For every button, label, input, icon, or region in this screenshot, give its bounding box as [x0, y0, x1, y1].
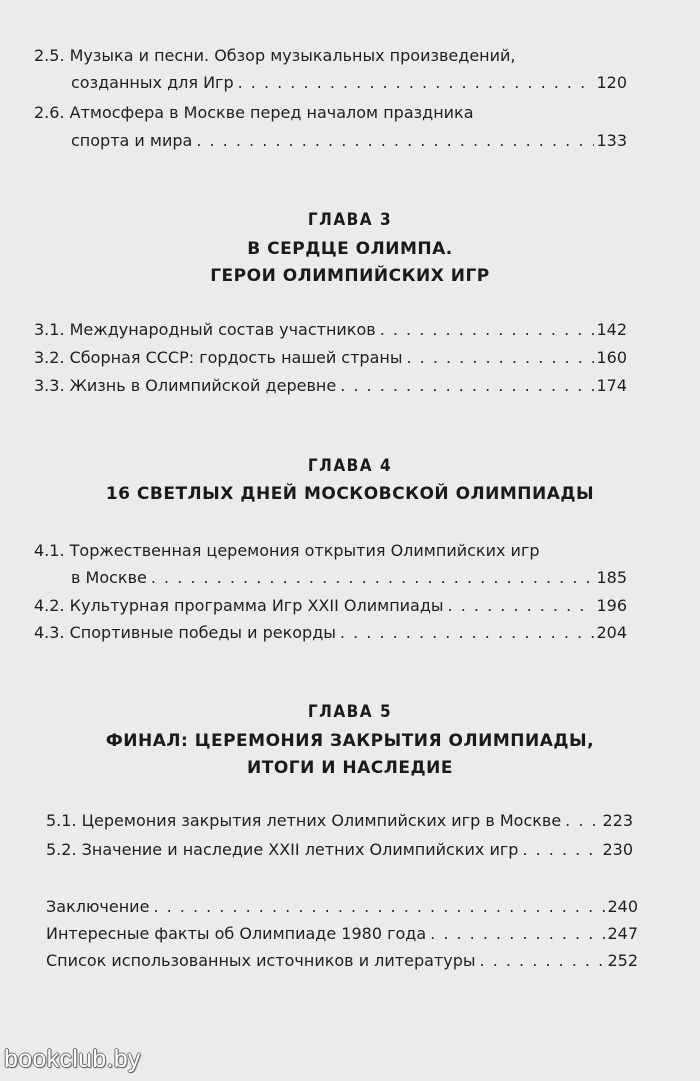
- dot-leader: [444, 596, 595, 616]
- page-number: 142: [596, 320, 627, 339]
- page-number: 252: [607, 951, 638, 970]
- entry-number: 2.6.: [34, 103, 65, 122]
- chapter-3-title-line-2: ГЕРОИ ОЛИМПИЙСКИХ ИГР: [210, 266, 490, 286]
- dot-leader: [336, 376, 594, 396]
- entry-title-line-2: спорта и мира: [71, 131, 193, 150]
- entry-number: 4.3.: [34, 623, 65, 642]
- dot-leader: [518, 840, 600, 860]
- dot-leader: [336, 623, 595, 643]
- entry-number: 2.5.: [34, 46, 65, 65]
- chapter-4-title-line-1: 16 СВЕТЛЫХ ДНЕЙ МОСКОВСКОЙ ОЛИМПИАДЫ: [105, 484, 595, 504]
- entry-number: 5.1.: [46, 811, 77, 830]
- entry-title: Международный состав участников: [69, 320, 376, 339]
- chapter-5-label: ГЛАВА 5: [307, 702, 393, 722]
- entry-title: Интересные факты об Олимпиаде 1980 года: [46, 924, 427, 943]
- entry-title-line-1: Атмосфера в Москве перед началом праздника: [69, 103, 474, 122]
- page-number: 120: [596, 73, 627, 92]
- entry-number: 4.1.: [34, 541, 65, 560]
- dot-leader: [561, 811, 600, 831]
- entry-title-line-1: Торжественная церемония открытия Олимпийских игр: [69, 541, 540, 560]
- entry-title-line-2: созданных для Игр: [71, 73, 234, 92]
- page-number: 204: [596, 623, 627, 642]
- site-watermark: bookclub.by: [4, 1045, 141, 1073]
- chapter-3-title-line-1: В СЕРДЦЕ ОЛИМПА.: [247, 239, 453, 259]
- page-number: 230: [602, 840, 633, 859]
- dot-leader: [234, 73, 595, 93]
- chapter-4-label: ГЛАВА 4: [307, 456, 393, 476]
- dot-leader: [147, 568, 595, 588]
- chapter-3-label: ГЛАВА 3: [307, 210, 393, 230]
- entry-title: Заключение: [46, 897, 150, 916]
- page-number: 133: [596, 131, 627, 150]
- page-number: 196: [596, 596, 627, 615]
- entry-title: Сборная СССР: гордость нашей страны: [69, 348, 403, 367]
- entry-title: Список использованных источников и литературы: [46, 951, 476, 970]
- chapter-5-title-line-1: ФИНАЛ: ЦЕРЕМОНИЯ ЗАКРЫТИЯ ОЛИМПИАДЫ,: [105, 731, 595, 751]
- entry-title-line-1: Музыка и песни. Обзор музыкальных произведений,: [69, 46, 516, 65]
- entry-title: Культурная программа Игр XXII Олимпиады: [69, 596, 444, 615]
- entry-number: 3.3.: [34, 376, 65, 395]
- entry-number: 4.2.: [34, 596, 65, 615]
- dot-leader: [402, 348, 594, 368]
- chapter-5-title-line-2: ИТОГИ И НАСЛЕДИЕ: [247, 758, 453, 778]
- page-number: 247: [607, 924, 638, 943]
- entry-title: Церемония закрытия летних Олимпийских игр в Москве: [81, 811, 562, 830]
- entry-title: Значение и наследие XXII летних Олимпийских игр: [81, 840, 519, 859]
- entry-number: 5.2.: [46, 840, 77, 859]
- page-number: 185: [596, 568, 627, 587]
- entry-number: 3.2.: [34, 348, 65, 367]
- page-number: 240: [607, 897, 638, 916]
- dot-leader: [376, 320, 595, 340]
- entry-title: Жизнь в Олимпийской деревне: [69, 376, 337, 395]
- dot-leader: [426, 924, 605, 944]
- page-number: 223: [602, 811, 633, 830]
- dot-leader: [476, 951, 606, 971]
- page-number: 160: [596, 348, 627, 367]
- entry-title-line-2: в Москве: [71, 568, 147, 587]
- entry-title: Спортивные победы и рекорды: [69, 623, 336, 642]
- dot-leader: [192, 131, 594, 151]
- dot-leader: [149, 897, 605, 917]
- entry-number: 3.1.: [34, 320, 65, 339]
- page-number: 174: [596, 376, 627, 395]
